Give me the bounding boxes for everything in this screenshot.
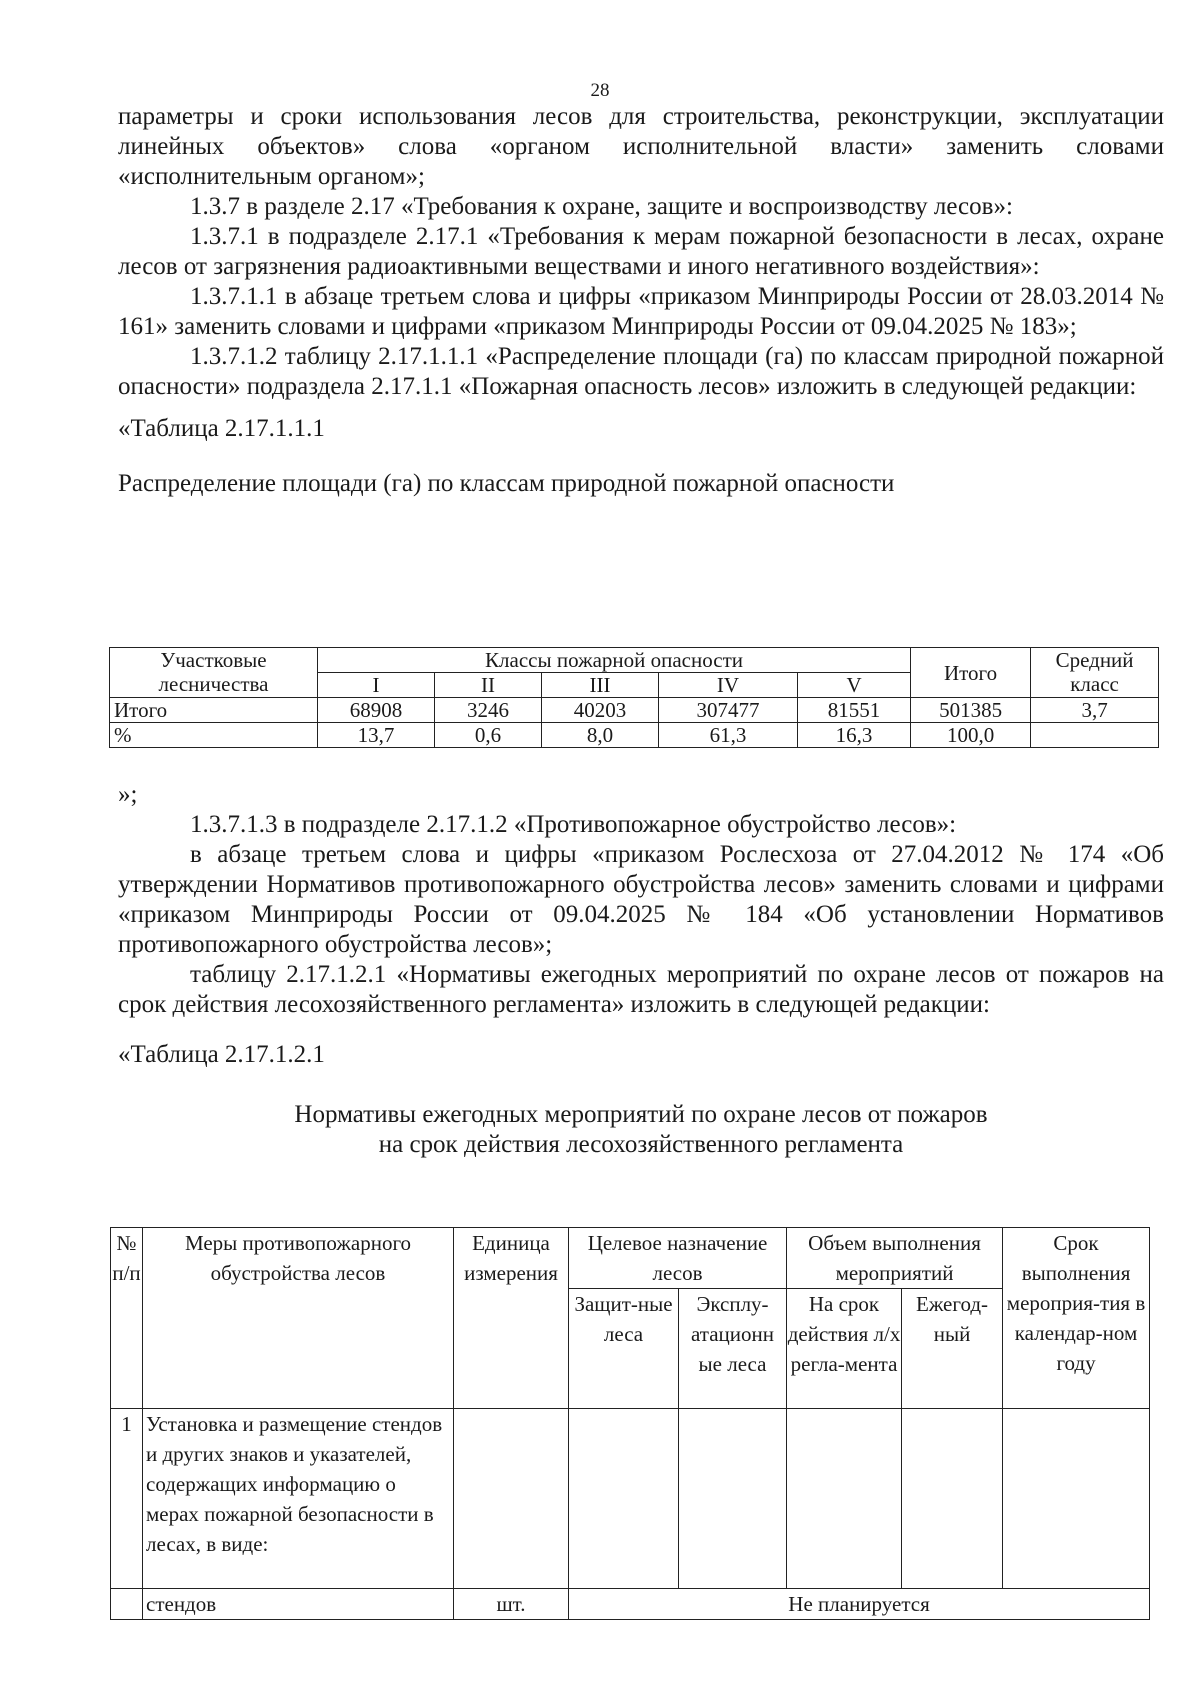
cell: 61,3 [659, 723, 798, 748]
cell: 40203 [542, 698, 659, 723]
header-volume: Объем выполнения мероприятий [787, 1228, 1003, 1289]
row-name: % [110, 723, 318, 748]
cell: 16,3 [798, 723, 911, 748]
cell: 13,7 [318, 723, 435, 748]
header-unit: Единица измерения [454, 1228, 569, 1409]
table-row [110, 723, 1159, 748]
cell-avg: 3,7 [1031, 698, 1159, 723]
paragraph: в абзаце третьем слова и цифры «приказом Рослесхоза от 27.04.2012 № 174 «Об утверждении Нормативов противопожарного обустройства лесов» заменить словами и цифрами «приказом Минприроды России от 09.04.2025 № 184 «Об установлении Нормативов противопожарного обустройства лесов»; [118, 841, 1164, 958]
header-class-4: IV [659, 673, 798, 698]
cell: 307477 [659, 698, 798, 723]
table-label: «Таблица 2.17.1.1.1 [118, 415, 325, 442]
table-row [111, 1409, 1150, 1589]
paragraph: таблицу 2.17.1.2.1 «Нормативы ежегодных мероприятий по охране лесов от пожаров на срок действия лесохозяйственного регламента» изложить в следующей редакции: [118, 961, 1164, 1018]
row-num: 1 [111, 1409, 143, 1589]
fire-class-table [109, 647, 1159, 748]
cell: 8,0 [542, 723, 659, 748]
fire-measures-table [110, 1227, 1150, 1620]
paragraph: 1.3.7 в разделе 2.17 «Требования к охране, защите и воспроизводству лесов»: [190, 193, 1013, 220]
header-protective: Защит-ные леса [569, 1289, 679, 1409]
table-closing-quote: »; [118, 781, 138, 808]
header-num: № п/п [111, 1228, 143, 1409]
table-row [111, 1589, 1150, 1620]
page-number: 28 [590, 80, 610, 101]
table-row [110, 698, 1159, 723]
row-unit [454, 1409, 569, 1589]
paragraph: 1.3.7.1.3 в подразделе 2.17.1.2 «Противопожарное обустройство лесов»: [190, 811, 957, 838]
document-body [118, 102, 1164, 520]
header-annual: Ежегод-ный [902, 1289, 1003, 1409]
cell-avg [1031, 723, 1159, 748]
header-class-1: I [318, 673, 435, 698]
header-measures: Меры противопожарного обустройства лесов [143, 1228, 454, 1409]
table-title [118, 1100, 1164, 1160]
table-label: «Таблица 2.17.1.2.1 [118, 1041, 325, 1068]
document-body-middle [118, 780, 1164, 1187]
header-purpose: Целевое назначение лесов [569, 1228, 787, 1289]
cell: 0,6 [435, 723, 542, 748]
header-forestry: Участковые лесничества [110, 648, 318, 698]
paragraph: 1.3.7.1.2 таблицу 2.17.1.1.1 «Распределение площади (га) по классам природной пожарной опасности» подраздела 2.17.1.1 «Пожарная опасность лесов» изложить в следующей редакции: [118, 343, 1164, 400]
paragraph: параметры и сроки использования лесов для строительства, реконструкции, эксплуатации линейных объектов» слова «органом исполнительной власти» заменить словами «исполнительным органом»; [118, 103, 1164, 190]
cell-total: 100,0 [911, 723, 1031, 748]
header-deadline: Срок выполнения мероприя-тия в календар-ном году [1003, 1228, 1150, 1409]
row-num [111, 1589, 143, 1620]
cell-total: 501385 [911, 698, 1031, 723]
header-term-period: На срок действия л/х регла-мента [787, 1289, 902, 1409]
row-name: Итого [110, 698, 318, 723]
table-title-line1: Нормативы ежегодных мероприятий по охране лесов от пожаров [294, 1101, 988, 1128]
cell [787, 1409, 902, 1589]
row-measure: стендов [143, 1589, 454, 1620]
paragraph: 1.3.7.1.1 в абзаце третьем слова и цифры «приказом Минприроды России от 28.03.2014 № 161» заменить словами и цифрами «приказом Минприроды России от 09.04.2025 № 183»; [118, 283, 1164, 340]
row-measure: Установка и размещение стендов и других знаков и указателей, содержащих информацию о мерах пожарной безопасности в лесах, в виде: [143, 1409, 454, 1589]
cell: 81551 [798, 698, 911, 723]
cell [902, 1409, 1003, 1589]
cell [569, 1409, 679, 1589]
table-title: Распределение площади (га) по классам природной пожарной опасности [118, 470, 895, 497]
row-unit: шт. [454, 1589, 569, 1620]
row-merged-status: Не планируется [569, 1589, 1150, 1620]
header-class-2: II [435, 673, 542, 698]
cell [1003, 1409, 1150, 1589]
cell [679, 1409, 787, 1589]
header-class-5: V [798, 673, 911, 698]
table-title-line2: на срок действия лесохозяйственного регламента [378, 1131, 904, 1158]
header-exploitation: Эксплу-атационн ые леса [679, 1289, 787, 1409]
paragraph: 1.3.7.1 в подразделе 2.17.1 «Требования к мерам пожарной безопасности в лесах, охране лесов от загрязнения радиоактивными веществами и иного негативного воздействия»: [118, 223, 1164, 280]
cell: 3246 [435, 698, 542, 723]
header-class-3: III [542, 673, 659, 698]
header-total: Итого [911, 648, 1031, 698]
header-avg: Средний класс [1031, 648, 1159, 698]
cell: 68908 [318, 698, 435, 723]
header-classes: Классы пожарной опасности [318, 648, 911, 673]
